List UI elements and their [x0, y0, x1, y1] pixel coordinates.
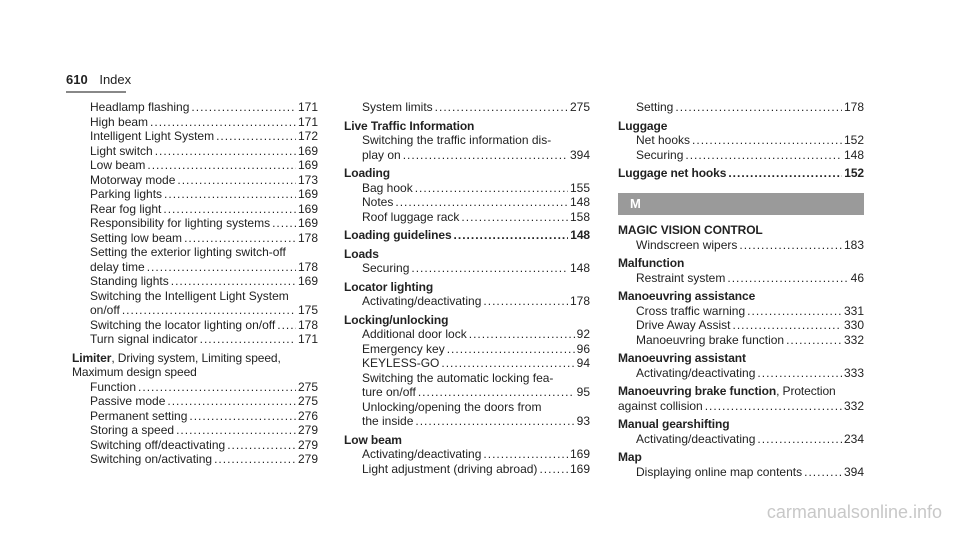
entry-text: Rear fog light: [90, 201, 162, 216]
entry-text: on/off: [90, 303, 120, 317]
index-heading: Live Traffic Information: [344, 118, 475, 133]
index-heading: Locator lighting: [344, 279, 434, 294]
page-ref: 96: [576, 341, 590, 356]
page-ref: 178: [843, 100, 864, 114]
index-entry-limiter: [72, 351, 318, 467]
index-entry: [344, 433, 590, 477]
page-ref: 276: [297, 408, 318, 423]
page-header: [66, 72, 131, 87]
index-subentry: [72, 129, 318, 144]
index-subentry: [72, 438, 318, 453]
entry-text: Net hooks: [636, 133, 691, 147]
page-ref: 148: [569, 195, 590, 209]
entry-text: Switching off/deactivating: [90, 437, 226, 452]
index-entry: [344, 247, 590, 276]
dot-leader: [447, 342, 575, 357]
entry-text: Headlamp flashing: [90, 100, 190, 114]
index-heading: [618, 166, 864, 181]
dot-leader: [216, 129, 296, 144]
index-entry: [618, 100, 864, 115]
entry-text: Activating/deactivating: [362, 447, 482, 461]
page-ref: 279: [297, 452, 318, 466]
page-ref: 94: [576, 356, 590, 370]
entry-text: Loading guidelines: [344, 228, 452, 242]
index-entry: [344, 280, 590, 309]
page-ref: 175: [297, 303, 318, 317]
page-ref: 279: [297, 437, 318, 452]
page-ref: 178: [569, 294, 590, 308]
dot-leader: [757, 366, 842, 381]
page-ref: 173: [297, 172, 318, 187]
page-ref: 171: [297, 332, 318, 346]
entry-text: Setting low beam: [90, 230, 183, 245]
index-heading: Locking/unlocking: [344, 312, 449, 327]
entry-text: Low beam: [90, 158, 146, 172]
index-subentry: [72, 100, 318, 115]
index-heading: Loading: [344, 166, 390, 180]
dot-leader: [184, 231, 296, 246]
entry-text: Notes: [362, 195, 394, 209]
entry-text: Securing: [362, 261, 410, 275]
page-ref: 275: [569, 100, 590, 114]
index-entry: [344, 119, 590, 163]
page-ref: 169: [297, 274, 318, 288]
index-heading: [618, 384, 864, 399]
page-ref: 183: [843, 237, 864, 252]
dot-leader: [415, 414, 574, 429]
dot-leader: [483, 294, 568, 309]
page-ref: 158: [569, 209, 590, 224]
index-subentry: [344, 447, 590, 462]
page-ref: 171: [297, 114, 318, 129]
entry-text: Function: [90, 379, 137, 394]
dot-leader: [732, 318, 841, 333]
index-column-2: [344, 100, 590, 480]
index-heading: MAGIC VISION CONTROL: [618, 223, 763, 237]
index-subentry: [72, 216, 318, 231]
entry-text: Restraint system: [636, 270, 726, 285]
heading-line2: [618, 399, 864, 414]
dot-leader: [155, 144, 296, 159]
heading-bold: Limiter: [72, 350, 112, 365]
index-entry: [618, 384, 864, 413]
page-ref: 148: [570, 228, 590, 242]
index-heading: Manual gearshifting: [618, 417, 730, 431]
index-subentry: [618, 271, 864, 286]
entry-text: Intelligent Light System: [90, 129, 215, 143]
entry-text: Additional door lock: [362, 327, 467, 341]
entry-text: Storing a speed: [90, 423, 175, 437]
index-subentry: [72, 423, 318, 438]
dot-leader: [191, 100, 296, 115]
index-entry: [618, 351, 864, 380]
index-heading: [72, 351, 318, 366]
entry-text: Passive mode: [90, 394, 166, 408]
index-entry: [618, 119, 864, 163]
dot-leader: [786, 333, 842, 348]
entry-text: Drive Away Assist: [636, 318, 731, 332]
entry-text: Standing lights: [90, 274, 169, 288]
page-ref: 169: [297, 187, 318, 201]
index-subentry: [344, 294, 590, 309]
dot-leader: [403, 148, 568, 163]
index-subentry: [72, 231, 318, 246]
dot-leader: [804, 465, 842, 480]
page-ref: 169: [297, 158, 318, 172]
index-subentry: Setting the exterior lighting switch-off: [90, 245, 286, 259]
dot-leader: [692, 133, 842, 148]
index-heading: [344, 228, 590, 243]
index-subentry: [72, 409, 318, 424]
dot-leader: [483, 447, 568, 462]
entry-text: Roof luggage rack: [362, 209, 460, 224]
index-entry: [344, 100, 590, 115]
dot-leader: [727, 271, 848, 286]
index-subentry: [618, 366, 864, 381]
page-ref: 394: [843, 464, 864, 479]
entry-text: High beam: [90, 114, 149, 129]
page-ref: 171: [297, 100, 318, 114]
page-number: 610: [66, 72, 88, 87]
index-subentry: Switching the Intelligent Light System: [90, 288, 289, 303]
dot-leader: [411, 261, 568, 276]
page-ref: 178: [297, 230, 318, 245]
index-subentry: [344, 261, 590, 276]
page-ref: 155: [569, 180, 590, 195]
section-letter: M: [618, 193, 864, 216]
index-entry: [344, 313, 590, 429]
index-subentry: [72, 394, 318, 409]
index-subentry: [618, 333, 864, 348]
index-heading: Luggage: [618, 118, 668, 133]
entry-text: Turn signal indicator: [90, 332, 198, 346]
dot-leader: [214, 452, 296, 467]
dot-leader: [163, 202, 296, 217]
index-entry: [72, 100, 318, 347]
index-subentry: [72, 187, 318, 202]
index-subentry: Switching the automatic locking fea-: [362, 370, 554, 385]
entry-text: Displaying online map contents: [636, 464, 803, 479]
dot-leader: [757, 432, 842, 447]
entry-text: Switching the locator lighting on/off: [90, 317, 276, 332]
index-column-3: [618, 100, 864, 483]
page-ref: 330: [843, 318, 864, 332]
index-subentry: [618, 304, 864, 319]
dot-leader: [705, 399, 842, 414]
index-subentry: [344, 356, 590, 371]
index-subentry-cont: [344, 414, 590, 429]
entry-text: Setting: [636, 100, 674, 114]
index-entry: [618, 450, 864, 479]
page-ref: 279: [297, 423, 318, 437]
page-ref: 93: [576, 414, 590, 428]
entry-text: Activating/deactivating: [636, 431, 756, 446]
entry-text: delay time: [90, 259, 145, 274]
dot-leader: [227, 438, 296, 453]
dot-leader: [415, 181, 568, 196]
entry-text: KEYLESS-GO: [362, 356, 440, 370]
index-entry: [618, 256, 864, 285]
entry-text: Luggage net hooks: [618, 166, 727, 180]
index-subentry: Unlocking/opening the doors from: [362, 399, 542, 414]
entry-text: Bag hook: [362, 180, 413, 195]
index-subentry: [344, 210, 590, 225]
index-entry: [344, 166, 590, 224]
index-subentry: [618, 432, 864, 447]
dot-leader: [454, 228, 569, 243]
dot-leader: [189, 409, 296, 424]
page-ref: 234: [843, 431, 864, 446]
dot-leader: [150, 115, 296, 130]
entry-text: Responsibility for lighting systems: [90, 216, 271, 230]
index-subentry-cont: [344, 148, 590, 163]
index-heading: Manoeuvring assistance: [618, 289, 756, 303]
index-subentry: [344, 342, 590, 357]
entry-text: play on: [362, 147, 401, 162]
index-heading: Malfunction: [618, 256, 685, 270]
index-entry: [618, 223, 864, 252]
index-subentry: [344, 327, 590, 342]
index-column-1: [72, 100, 318, 471]
index-subentry: [344, 462, 590, 477]
watermark: carmanualsonline.info: [766, 502, 942, 522]
index-subentry: [72, 173, 318, 188]
dot-leader: [418, 385, 575, 400]
dot-leader: [200, 332, 296, 347]
page-ref: 178: [297, 317, 318, 332]
entry-text: ture on/off: [362, 385, 416, 399]
index-subentry: Switching the traffic information dis-: [362, 133, 552, 147]
index-heading: Loads: [344, 246, 379, 261]
page-ref: 152: [844, 166, 864, 180]
page-ref: 46: [850, 270, 864, 285]
index-subentry: [72, 274, 318, 289]
index-subentry: [618, 465, 864, 480]
page-ref: 169: [297, 216, 318, 230]
entry-text: Manoeuvring brake function: [636, 332, 785, 347]
dot-leader: [277, 318, 296, 333]
index-subentry: [618, 100, 864, 115]
index-subentry: [344, 100, 590, 115]
page-ref: 394: [569, 147, 590, 162]
entry-text: Windscreen wipers: [636, 237, 738, 252]
index-subentry-cont: [72, 303, 318, 318]
index-subentry: [618, 148, 864, 163]
dot-leader: [164, 187, 296, 202]
entry-text: Securing: [636, 147, 684, 162]
page-ref: 332: [843, 398, 864, 413]
entry-text: Activating/deactivating: [636, 365, 756, 380]
dot-leader: [675, 100, 842, 115]
index-subentry: [72, 144, 318, 159]
page-ref: 169: [569, 447, 590, 461]
index-subentry: [618, 318, 864, 333]
dot-leader: [171, 274, 296, 289]
page-ref: 152: [843, 133, 864, 147]
entry-text: Motorway mode: [90, 172, 176, 187]
dot-leader: [167, 394, 296, 409]
entry-text: Emergency key: [362, 341, 445, 356]
page-ref: 148: [843, 147, 864, 162]
heading-rest: , Protection: [776, 384, 836, 398]
index-subentry: [344, 181, 590, 196]
page-ref: 331: [843, 303, 864, 318]
page-ref: 92: [576, 327, 590, 341]
entry-text: Switching on/activating: [90, 452, 213, 466]
page-ref: 333: [843, 365, 864, 380]
index-subentry: [344, 195, 590, 210]
header-rule: [66, 91, 126, 93]
dot-leader: [147, 158, 296, 173]
page-ref: 275: [297, 394, 318, 408]
page-ref: 148: [569, 261, 590, 275]
heading-line2: Maximum design speed: [72, 365, 197, 379]
index-entry: [344, 228, 590, 243]
page-ref: 95: [576, 385, 590, 399]
index-subentry: [618, 133, 864, 148]
entry-text: Parking lights: [90, 187, 163, 201]
index-subentry: [72, 380, 318, 395]
dot-leader: [728, 166, 842, 181]
dot-leader: [147, 260, 296, 275]
index-entry: [618, 417, 864, 446]
dot-leader: [747, 304, 842, 319]
page-ref: 169: [297, 201, 318, 216]
entry-text: the inside: [362, 414, 414, 428]
index-subentry: [72, 332, 318, 347]
page-ref: 169: [297, 143, 318, 158]
index-entry: [618, 166, 864, 181]
index-subentry: [72, 202, 318, 217]
entry-text: Light switch: [90, 143, 153, 158]
index-heading: Map: [618, 450, 642, 464]
dot-leader: [272, 216, 296, 231]
entry-text: Light adjustment (driving abroad): [362, 461, 538, 476]
dot-leader: [685, 148, 842, 163]
dot-leader: [122, 303, 296, 318]
entry-text: against collision: [618, 398, 703, 413]
index-subentry: [72, 115, 318, 130]
dot-leader: [395, 195, 568, 210]
section-title: Index: [99, 72, 132, 87]
heading-rest: , Driving system, Limiting speed,: [111, 350, 281, 365]
dot-leader: [435, 100, 568, 115]
dot-leader: [539, 462, 568, 477]
page-ref: 178: [297, 259, 318, 274]
index-subentry: [72, 452, 318, 467]
entry-text: Permanent setting: [90, 408, 188, 423]
dot-leader: [441, 356, 574, 371]
dot-leader: [461, 210, 568, 225]
index-subentry-cont: [344, 385, 590, 400]
index-entry: [618, 289, 864, 347]
page-ref: 172: [297, 129, 318, 143]
dot-leader: [176, 423, 296, 438]
index-heading: Low beam: [344, 432, 402, 447]
dot-leader: [177, 173, 296, 188]
dot-leader: [739, 238, 842, 253]
dot-leader: [469, 327, 575, 342]
index-subentry: [72, 318, 318, 333]
entry-text: System limits: [362, 100, 433, 114]
heading-bold: Manoeuvring brake function: [618, 384, 777, 398]
index-subentry: [618, 238, 864, 253]
index-heading: Manoeuvring assistant: [618, 351, 746, 365]
index-subentry: [72, 158, 318, 173]
page-ref: 275: [297, 379, 318, 394]
entry-text: Activating/deactivating: [362, 294, 482, 308]
index-subentry-cont: [72, 260, 318, 275]
entry-text: Cross traffic warning: [636, 303, 746, 318]
dot-leader: [138, 380, 296, 395]
page-ref: 169: [569, 461, 590, 476]
page-ref: 332: [843, 332, 864, 347]
